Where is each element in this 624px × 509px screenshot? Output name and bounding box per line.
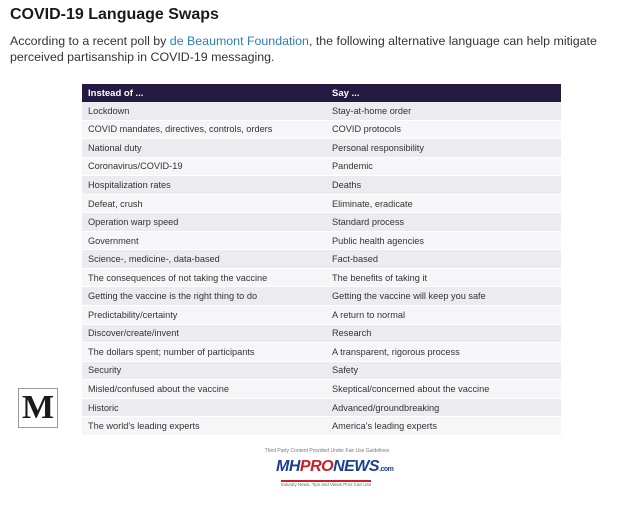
cell-instead-of: Science-, medicine-, data-based bbox=[82, 250, 326, 269]
subtitle-before: According to a recent poll by bbox=[10, 34, 170, 48]
table-row bbox=[82, 417, 561, 436]
cell-instead-of: Misled/confused about the vaccine bbox=[82, 380, 326, 399]
cell-say: Personal responsibility bbox=[326, 139, 561, 158]
cell-say: The benefits of taking it bbox=[326, 268, 561, 287]
cell-say: Advanced/groundbreaking bbox=[326, 398, 561, 417]
brand-suffix: .com bbox=[379, 466, 394, 473]
table-row bbox=[82, 231, 561, 250]
cell-say: Skeptical/concerned about the vaccine bbox=[326, 380, 561, 399]
cell-say: Eliminate, eradicate bbox=[326, 194, 561, 213]
brand-tagline: Industry News, Tips and Views Pros Can Use bbox=[280, 482, 372, 487]
mhpronews-logo bbox=[276, 458, 394, 490]
table-row bbox=[82, 380, 561, 399]
table-row bbox=[82, 324, 561, 343]
cell-instead-of: Predictability/certainty bbox=[82, 306, 326, 325]
table-row bbox=[82, 120, 561, 139]
page-title: COVID-19 Language Swaps bbox=[10, 6, 219, 23]
cell-say: America's leading experts bbox=[326, 417, 561, 436]
cell-instead-of: The world's leading experts bbox=[82, 417, 326, 436]
table-row bbox=[82, 176, 561, 195]
cell-instead-of: Historic bbox=[82, 398, 326, 417]
cell-instead-of: Hospitalization rates bbox=[82, 176, 326, 195]
cell-instead-of: National duty bbox=[82, 139, 326, 158]
table-row bbox=[82, 398, 561, 417]
table-body bbox=[82, 102, 561, 435]
cell-say: A transparent, rigorous process bbox=[326, 343, 561, 362]
table-row bbox=[82, 102, 561, 120]
brand-mh: MH bbox=[276, 458, 300, 475]
table-row bbox=[82, 250, 561, 269]
brand-pro: PRO bbox=[299, 458, 334, 475]
cell-say: Fact-based bbox=[326, 250, 561, 269]
table-row bbox=[82, 268, 561, 287]
brand-news: NEWS bbox=[333, 458, 380, 475]
cell-instead-of: The dollars spent; number of participants bbox=[82, 343, 326, 362]
fair-use-note: Third Party Content Provided Under Fair Use Guidelines bbox=[264, 448, 390, 454]
cell-say: Standard process bbox=[326, 213, 561, 232]
header-instead-of: Instead of ... bbox=[82, 84, 326, 102]
language-swaps-table bbox=[82, 84, 561, 436]
cell-say: A return to normal bbox=[326, 306, 561, 325]
m-logo: M bbox=[18, 388, 58, 428]
cell-say: Deaths bbox=[326, 176, 561, 195]
table-row bbox=[82, 343, 561, 362]
header-say: Say ... bbox=[326, 84, 561, 102]
cell-instead-of: Security bbox=[82, 361, 326, 380]
cell-instead-of: The consequences of not taking the vaccine bbox=[82, 268, 326, 287]
table-row bbox=[82, 139, 561, 158]
brand-wordmark bbox=[276, 458, 394, 479]
cell-say: Pandemic bbox=[326, 157, 561, 176]
cell-say: Research bbox=[326, 324, 561, 343]
table-header-row bbox=[82, 84, 561, 102]
subtitle-after: , the following alternative language can help mitigate perceived partisanship in COVID-19 messaging. bbox=[10, 34, 597, 64]
cell-say: Public health agencies bbox=[326, 231, 561, 250]
cell-instead-of: Defeat, crush bbox=[82, 194, 326, 213]
cell-say: Getting the vaccine will keep you safe bbox=[326, 287, 561, 306]
de-beaumont-link[interactable]: de Beaumont Foundation bbox=[169, 34, 309, 48]
cell-instead-of: Getting the vaccine is the right thing to do bbox=[82, 287, 326, 306]
cell-instead-of: Government bbox=[82, 231, 326, 250]
table-row bbox=[82, 287, 561, 306]
table-row bbox=[82, 361, 561, 380]
cell-say: COVID protocols bbox=[326, 120, 561, 139]
cell-instead-of: Coronavirus/COVID-19 bbox=[82, 157, 326, 176]
cell-instead-of: COVID mandates, directives, controls, orders bbox=[82, 120, 326, 139]
table-row bbox=[82, 213, 561, 232]
cell-instead-of: Operation warp speed bbox=[82, 213, 326, 232]
table-row bbox=[82, 306, 561, 325]
cell-say: Stay-at-home order bbox=[326, 102, 561, 120]
cell-instead-of: Lockdown bbox=[82, 102, 326, 120]
cell-say: Safety bbox=[326, 361, 561, 380]
cell-instead-of: Discover/create/invent bbox=[82, 324, 326, 343]
table-row bbox=[82, 157, 561, 176]
subtitle bbox=[10, 33, 610, 65]
table-row bbox=[82, 194, 561, 213]
